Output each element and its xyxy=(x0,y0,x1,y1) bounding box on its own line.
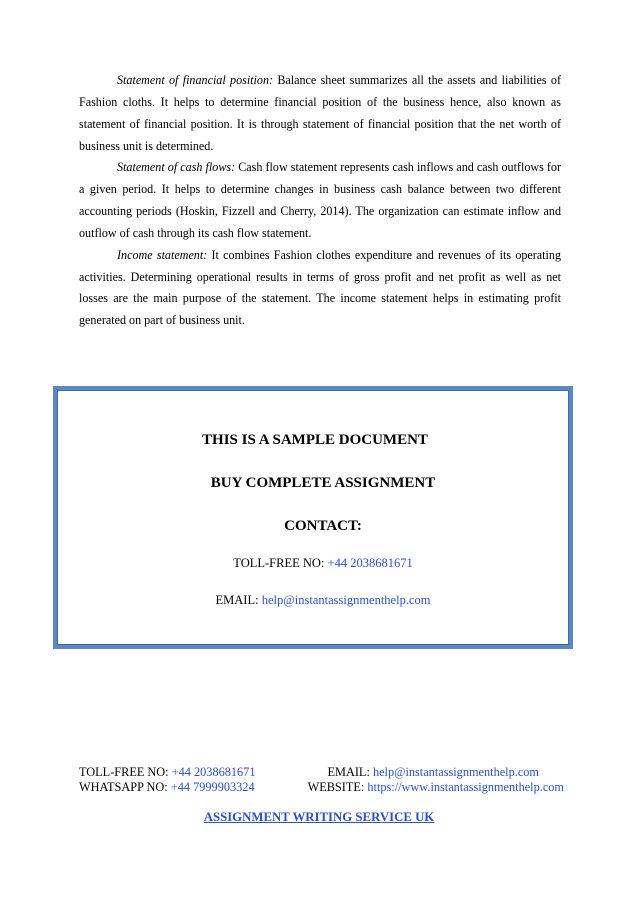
footer-website-label: WEBSITE: xyxy=(307,780,368,794)
paragraph-text: Balance sheet summarizes all the assets and liabilities of Fashion cloths. It helps to determine financial position of the business hence, also known as statement of financial position. It is through statement of financial position that the net worth of business unit is determined. xyxy=(79,73,561,153)
email-link[interactable]: help@instantassignmenthelp.com xyxy=(261,593,431,607)
paragraph-text: Cash flow statement represents cash inflows and cash outflows for a given period. It helps to determine changes in business cash balance between two different accounting periods (Hoskin, Fizzell and Cherry, 2014). The organization can estimate inflow and outflow of cash through its cash flow statement. xyxy=(79,160,562,240)
term-cash-flows: Statement of cash flows: xyxy=(117,160,236,175)
sample-heading: THIS IS A SAMPLE DOCUMENT xyxy=(202,432,428,448)
email-label: EMAIL: xyxy=(215,593,262,607)
paragraph-cash-flows xyxy=(79,157,561,244)
buy-heading: BUY COMPLETE ASSIGNMENT xyxy=(210,475,436,491)
footer-service-title[interactable]: ASSIGNMENT WRITING SERVICE UK xyxy=(203,810,435,824)
footer-tollfree-number[interactable]: +44 2038681671 xyxy=(171,765,256,779)
term-financial-position: Statement of financial position: xyxy=(117,73,274,87)
footer-email-link[interactable]: help@instantassignmenthelp.com xyxy=(372,765,539,779)
term-income-statement: Income statement: xyxy=(117,247,208,262)
footer-whatsapp xyxy=(79,780,255,795)
box-email xyxy=(57,593,579,608)
contact-heading: CONTACT: xyxy=(284,518,362,534)
footer-email-label: EMAIL: xyxy=(327,765,373,779)
footer-website-link[interactable]: https://www.instantassignmenthelp.com xyxy=(367,780,564,794)
footer-whatsapp-label: WHATSAPP NO: xyxy=(79,780,171,794)
box-tollfree xyxy=(57,556,579,571)
paragraph-financial-position xyxy=(79,70,561,157)
tollfree-label: TOLL-FREE NO: xyxy=(233,556,328,570)
sample-notice-box xyxy=(53,386,573,649)
paragraph-text: It combines Fashion clothes expenditure and revenues of its operating activities. Determining operational results in terms of gross profit and net profit as well as net losses are the main purpose of the statement. The income statement helps in estimating profit generated on part of business unit. xyxy=(79,247,561,328)
body-text xyxy=(79,70,561,332)
footer-row-1 xyxy=(79,765,564,780)
footer-website xyxy=(308,780,564,795)
footer-tollfree xyxy=(79,765,255,780)
paragraph-income-statement xyxy=(79,245,561,332)
footer-whatsapp-number[interactable]: +44 7999903324 xyxy=(170,780,255,794)
footer-tollfree-label: TOLL-FREE NO: xyxy=(79,765,172,779)
footer-email xyxy=(328,765,564,780)
footer-row-2 xyxy=(79,780,564,795)
tollfree-number[interactable]: +44 2038681671 xyxy=(327,556,413,570)
